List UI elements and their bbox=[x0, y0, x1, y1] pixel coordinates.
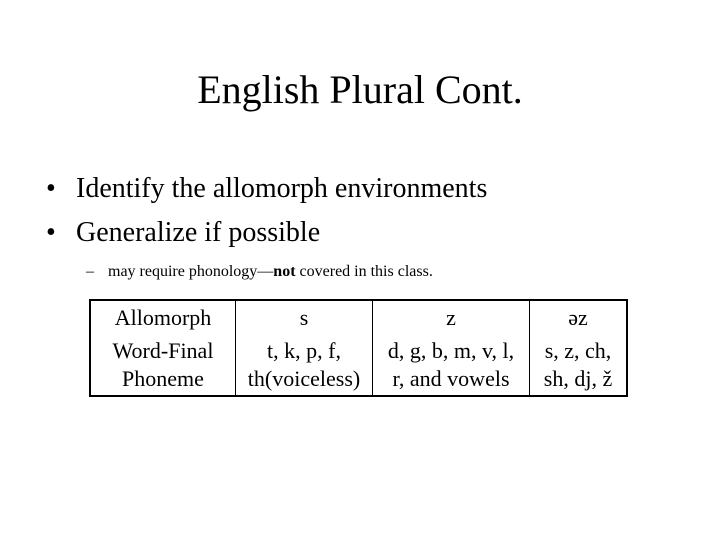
table-row bbox=[90, 335, 627, 396]
cell-line: s, z, ch, bbox=[544, 338, 612, 363]
header-cell-s: s bbox=[236, 300, 373, 335]
dash-icon: – bbox=[86, 263, 94, 280]
bullet-text: Identify the allomorph environments bbox=[76, 173, 488, 204]
bullet-list bbox=[46, 172, 487, 250]
table-cell-ez bbox=[530, 335, 628, 396]
header-cell-ez: əz bbox=[530, 300, 628, 335]
cell-line: t, k, p, f, bbox=[267, 338, 341, 363]
table-cell-s bbox=[236, 335, 373, 396]
cell-line: sh, dj, ž bbox=[543, 366, 613, 391]
bullet-item bbox=[46, 172, 487, 206]
table-cell-z bbox=[373, 335, 530, 396]
slide-title: English Plural Cont. bbox=[197, 67, 523, 112]
cell-line: d, g, b, m, v, l, bbox=[387, 338, 515, 363]
header-cell-z: z bbox=[373, 300, 530, 335]
cell-line: th(voiceless) bbox=[247, 366, 361, 391]
sub-bullet bbox=[86, 262, 433, 282]
sub-bullet-text-end: covered in this class. bbox=[295, 263, 433, 280]
bullet-item bbox=[46, 216, 487, 250]
bullet-text: Generalize if possible bbox=[76, 217, 321, 248]
cell-line: r, and vowels bbox=[392, 366, 510, 391]
row-label-line: Phoneme bbox=[122, 366, 204, 391]
header-cell-allomorph: Allomorph bbox=[90, 300, 236, 335]
bullet-icon: • bbox=[46, 217, 56, 248]
sub-bullet-emphasis: not bbox=[273, 263, 296, 280]
bullet-icon: • bbox=[46, 173, 56, 204]
row-label-cell bbox=[90, 335, 236, 396]
row-label-line: Word-Final bbox=[112, 338, 214, 363]
table-header-row bbox=[90, 300, 627, 335]
sub-bullet-text: may require phonology— bbox=[108, 263, 274, 280]
allomorph-table bbox=[89, 299, 628, 397]
